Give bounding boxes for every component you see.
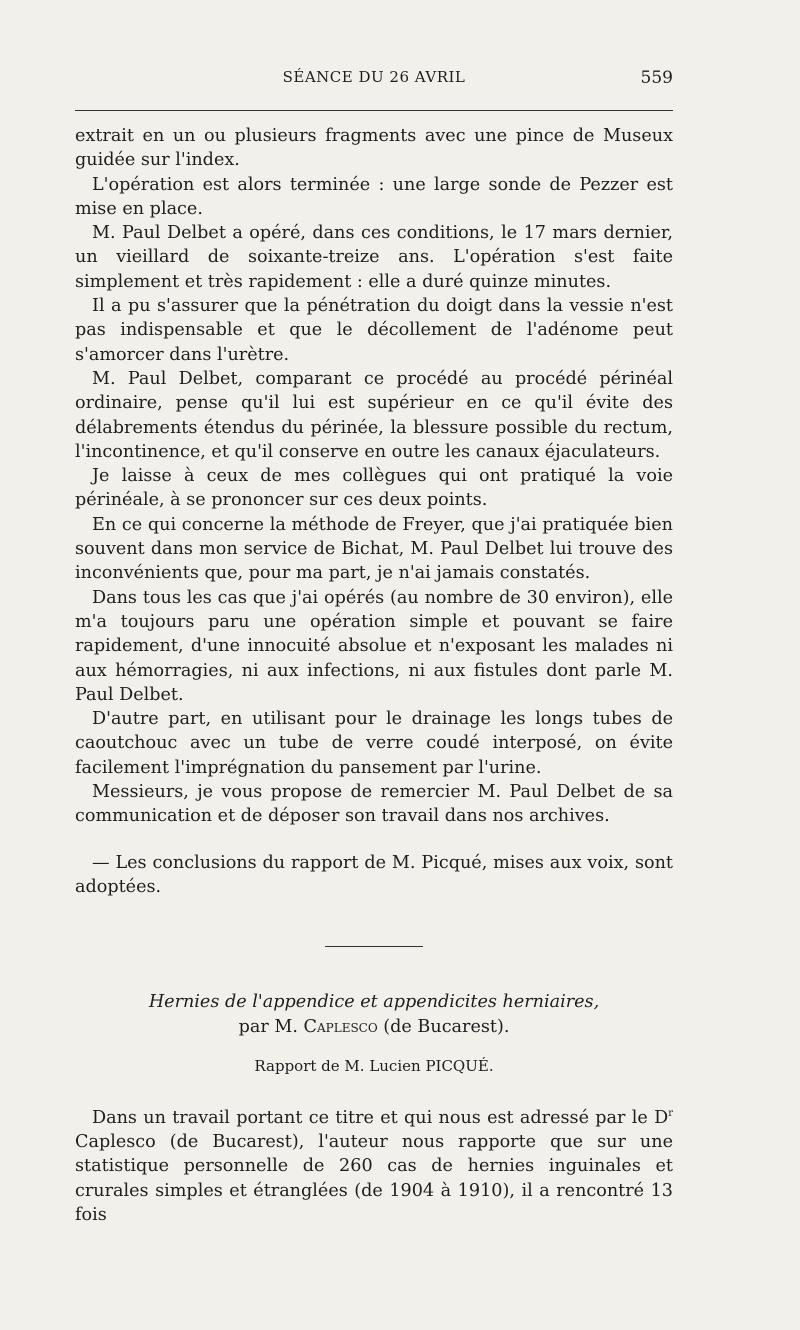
body-text — [75, 124, 673, 899]
section-heading — [75, 990, 673, 1040]
header-rule — [75, 110, 673, 111]
page-number: 559 — [640, 68, 673, 88]
section-author: par M. Caplesco (de Bucarest). — [238, 1017, 510, 1037]
rapport-line: Rapport de M. Lucien PICQUÉ. — [254, 1057, 494, 1075]
section-title: Hernies de l'appendice et appendicites herniaires, — [148, 992, 600, 1012]
section-body — [75, 1102, 673, 1227]
paragraph: Dans tous les cas que j'ai opérés (au nombre de 30 environ), elle m'a toujours paru une opération simple et pouvant se faire rapidement, d'une innocuité absolue et n'exposant les malades ni aux hémorragies, ni aux infections, ni aux fistules dont parle M. Paul Delbet. — [75, 587, 673, 705]
conclusion-paragraph: — Les conclusions du rapport de M. Picqué, mises aux voix, sont adoptées. — [75, 852, 673, 897]
page-header — [75, 68, 673, 98]
paragraph: Il a pu s'assurer que la pénétration du doigt dans la vessie n'est pas indispensable et que le décollement de l'adénome peut s'amorcer dans l'urètre. — [75, 296, 673, 365]
paragraph: D'autre part, en utilisant pour le drainage les longs tubes de caoutchouc avec un tube de verre coudé interposé, on évite facilement l'imprégnation du pansement par l'urine. — [75, 709, 673, 778]
paragraph: extrait en un ou plusieurs fragments avec une pince de Museux guidée sur l'index. — [75, 126, 673, 171]
paragraph: L'opération est alors terminée : une large sonde de Pezzer est mise en place. — [75, 174, 673, 219]
paragraph: M. Paul Delbet, comparant ce procédé au procédé périnéal ordinaire, pense qu'il lui est supérieur en ce qu'il évite des délabrements étendus du périnée, la blessure possible du rectum, l'incontinence, et qu'il conserve en outre les canaux éjaculateurs. — [75, 368, 673, 462]
running-title: SÉANCE DU 26 AVRIL — [282, 68, 466, 86]
section-divider — [325, 946, 423, 947]
paragraph: Je laisse à ceux de mes collègues qui ont pratiqué la voie périnéale, à se prononcer sur ces deux points. — [75, 466, 673, 511]
paragraph: M. Paul Delbet a opéré, dans ces conditions, le 17 mars dernier, un vieillard de soixante-treize ans. L'opération s'est faite simplement et très rapidement : elle a duré quinze minutes. — [75, 223, 673, 292]
paragraph: Messieurs, je vous propose de remercier M. Paul Delbet de sa communication et de déposer son travail dans nos archives. — [75, 782, 673, 827]
paragraph: Dans un travail portant ce titre et qui nous est adressé par le $D^r$ Caplesco (de Bucarest), l'auteur nous rapporte que sur une statistique personnelle de 260 cas de hernies inguinales et crurales simples et étranglées (de 1904 à 1910), il a rencontré 13 fois — [75, 1107, 673, 1226]
author-name: Caplesco — [303, 1017, 378, 1037]
paragraph: En ce qui concerne la méthode de Freyer, que j'ai pratiquée bien souvent dans mon service de Bichat, M. Paul Delbet lui trouve des inconvénients que, pour ma part, je n'ai jamais constatés. — [75, 514, 673, 584]
